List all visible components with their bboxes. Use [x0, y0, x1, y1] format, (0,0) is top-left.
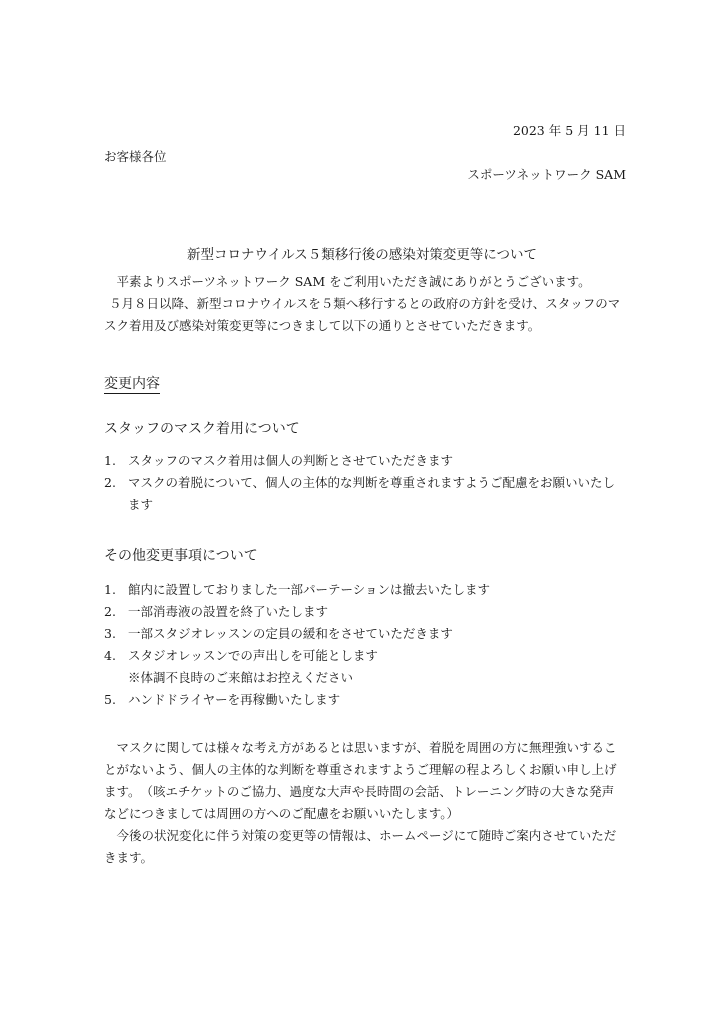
recipient: お客様各位 — [104, 149, 167, 164]
list-item — [104, 472, 624, 516]
list-number: 4. — [104, 648, 116, 663]
closing-para-1: マスクに関しては様々な考え方があるとは思いますが、着脱を周囲の方に無理強いすることがないよう、個人の主体的な判断を尊重されますようご理解の程よろしくお願い申し上げます。 （咳エチケットのご協力、過度な大声や長時間の会話、トレーニング時の大きな発声などにつきましては周囲の方へのご配慮をお願いいたします。） — [104, 740, 617, 821]
mask-list — [104, 450, 624, 516]
other-section-heading: その他変更事項について — [104, 548, 258, 564]
other-list — [104, 579, 624, 711]
list-number: 1. — [104, 582, 116, 597]
list-text: マスクの着脱について、個人の主体的な判断を尊重されますようご配慮をお願いいたします — [128, 475, 616, 512]
list-number: 2. — [104, 475, 116, 490]
list-text: 一部消毒液の設置を終了いたします — [128, 604, 329, 619]
closing-para-2: 今後の状況変化に伴う対策の変更等の情報は、ホームページにて随時ご案内させていただきます。 — [104, 828, 617, 865]
section-heading: 変更内容 — [104, 376, 160, 392]
list-number: 5. — [104, 692, 116, 707]
list-text: スタッフのマスク着用は個人の判断とさせていただきます — [128, 453, 454, 468]
list-item — [104, 450, 624, 472]
closing-paragraph — [104, 737, 624, 869]
list-text: ハンドドライヤーを再稼働いたします — [128, 692, 341, 707]
intro-line-1: 平素よりスポーツネットワーク SAM をご利用いただき誠にありがとうございます。 — [116, 274, 591, 289]
list-number: 3. — [104, 626, 116, 641]
list-number: 2. — [104, 604, 116, 619]
list-number: 1. — [104, 453, 116, 468]
list-item — [104, 623, 624, 645]
list-item — [104, 601, 624, 623]
document-date: 2023 年 5 月 11 日 — [512, 123, 626, 138]
intro-paragraph — [104, 271, 624, 337]
list-item — [104, 689, 624, 711]
list-text: 館内に設置しておりました一部パーテーションは撤去いたします — [128, 582, 491, 597]
list-note: ※体調不良時のご来館はお控えください — [128, 670, 354, 685]
list-text: スタジオレッスンでの声出しを可能とします — [128, 648, 378, 663]
document-title: 新型コロナウイルス５類移行後の感染対策変更等について — [187, 247, 537, 263]
intro-line-2: ５月８日以降、新型コロナウイルスを５類へ移行するとの政府の方針を受け、スタッフのマスク着用及び感染対策変更等につきまして以下の通りとさせていただきます。 — [104, 296, 621, 333]
list-text: 一部スタジオレッスンの定員の緩和をさせていただきます — [128, 626, 453, 641]
mask-section-heading: スタッフのマスク着用について — [104, 421, 300, 437]
list-item — [104, 579, 624, 601]
list-item — [104, 645, 624, 689]
sender: スポーツネットワーク SAM — [467, 167, 626, 182]
